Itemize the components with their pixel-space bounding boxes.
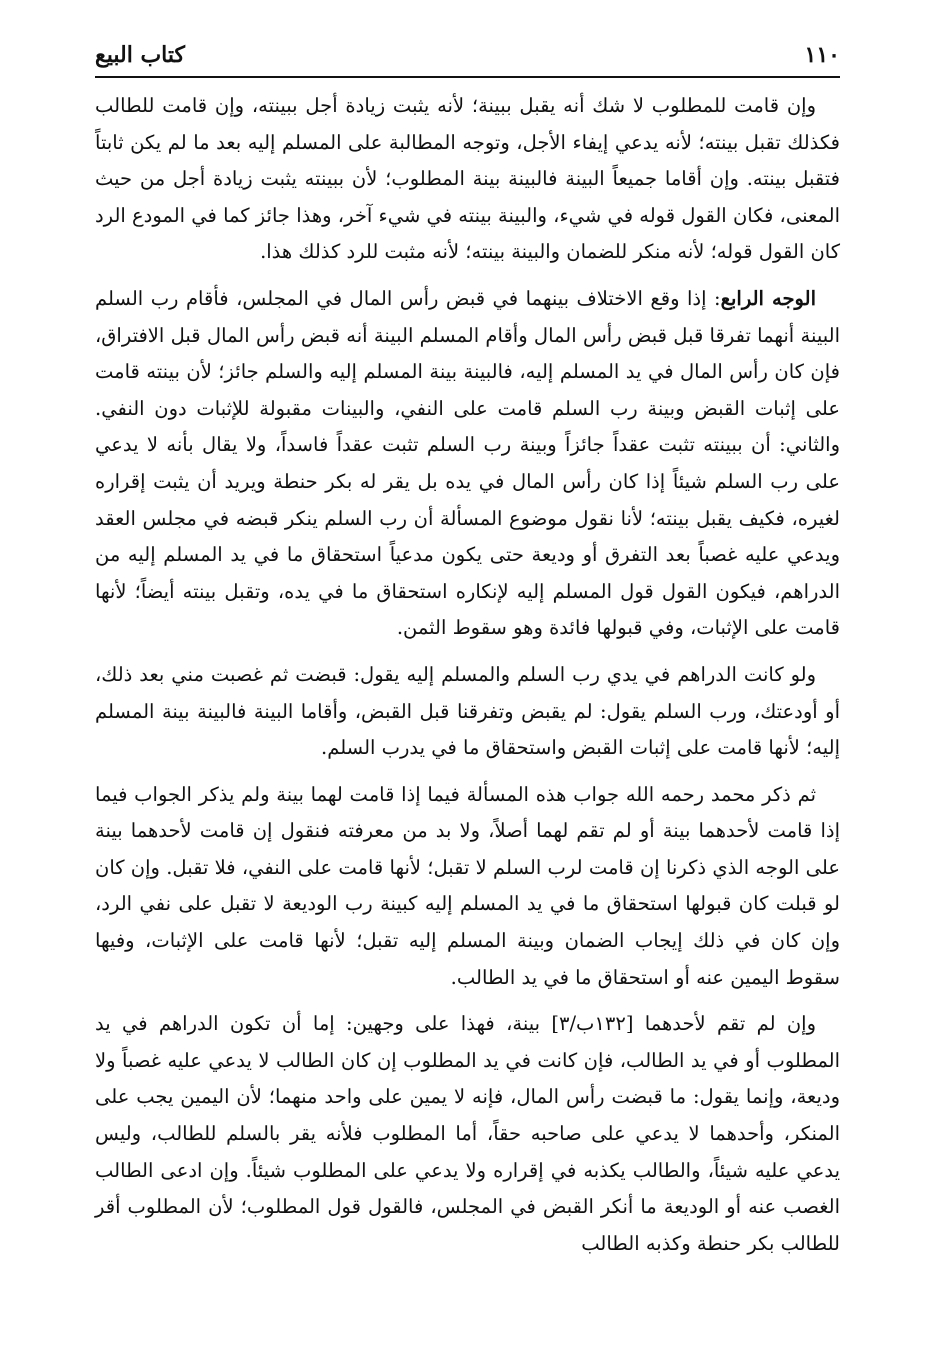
paragraph <box>95 1006 840 1262</box>
paragraph <box>95 281 840 647</box>
section-heading: الوجه الرابع <box>720 286 816 310</box>
page-body <box>95 88 840 1262</box>
header-rule <box>95 76 840 78</box>
paragraph <box>95 657 840 767</box>
paragraph <box>95 777 840 997</box>
page-number: ١١٠ <box>804 42 840 68</box>
running-title: كتاب البيع <box>95 42 185 68</box>
paragraph-text: : إذا وقع الاختلاف بينهما في قبض رأس المال في المجلس، فأقام رب السلم البينة أنهما تفرقا قبل قبض رأس المال وأقام المسلم البينة أنه قبض رأس المال قبل الافتراق، فإن كان رأس المال في يد المسلم إليه، فالبينة بينة المسلم إليه والسلم جائز؛ لأن بينته قامت على إثبات القبض وبينة رب السلم قامت على النفي، والبينات مقبولة للإثبات دون النفي. والثاني: أن ببينته تثبت عقداً جائزاً وبينة رب السلم تثبت عقداً فاسداً، ولا يقال بأنه لا يدعي على رب السلم شيئاً إذا كان رأس المال في يده بل يقر له بكر حنطة ويريد أن يثبت إقراره لغيره، فكيف يقبل بينته؛ لأنا نقول موضوع المسألة أن رب السلم ينكر قبضه في مجلس العقد ويدعي عليه غصباً بعد التفرق أو وديعة حتى يكون مدعياً استحقاق ما في يد المسلم إليه من الدراهم، فيكون القول قول المسلم إليه لإنكاره استحقاق ما في يده، وتقبل بينته أيضاً؛ لأنها قامت على الإثبات، وفي قبولها فائدة وهو سقوط الثمن. <box>95 286 840 640</box>
paragraph-text: ولو كانت الدراهم في يدي رب السلم والمسلم إليه يقول: قبضت ثم غصبت مني بعد ذلك، أو أودعتك، ورب السلم يقول: لم يقبض وتفرقنا قبل القبض، وأقاما البينة فالبينة بينة المسلم إليه؛ لأنها قامت على إثبات القبض واستحقاق ما في يدرب السلم. <box>95 662 840 760</box>
paragraph-text: ثم ذكر محمد رحمه الله جواب هذه المسألة فيما إذا قامت لهما بينة ولم يذكر الجواب فيما إذا قامت لأحدهما بينة أو لم تقم لهما أصلاً، ولا بد من معرفته فنقول إن قامت لأحدهما بينة على الوجه الذي ذكرنا إن قامت لرب السلم لا تقبل؛ لأنها قامت على النفي، فلا تقبل. وإن كان لو قبلت كان قبولها استحقاق ما في يد المسلم إليه كبينة رب الوديعة لا تقبل على نفي الرد، وإن كان في ذلك إيجاب الضمان وبينة المسلم إليه تقبل؛ لأنها قامت على الإثبات، وفيها سقوط اليمين عنه أو استحقاق ما في يد الطالب. <box>95 782 840 989</box>
paragraph-text: وإن قامت للمطلوب لا شك أنه يقبل ببينة؛ لأنه يثبت زيادة أجل ببينته، وإن قامت للطالب فكذلك تقبل بينته؛ لأنه يدعي إيفاء الأجل، وتوجه المطالبة على المسلم إليه بعد ما لم يكن ثابتاً فتقبل بينته. وإن أقاما جميعاً البينة فالبينة بينة المطلوب؛ لأن ببينته يثبت زيادة أجل من حيث المعنى، فكان القول قوله في شيء، والبينة بينته في شيء آخر، وهذا جائز كما في المودع الرد كان القول قوله؛ لأنه منكر للضمان والبينة بينته؛ لأنه مثبت للرد كذلك هذا. <box>95 94 840 264</box>
paragraph-text: وإن لم تقم لأحدهما [١٣٢ب/٣] بينة، فهذا على وجهين: إما أن تكون الدراهم في يد المطلوب أو في يد الطالب، فإن كانت في يد المطلوب إن كان الطالب لا يدعي عليه غصباً ولا وديعة، وإنما يقول: ما قبضت رأس المال، فإنه لا يمين على واحد منهما؛ لأن اليمين يجب على المنكر، وأحدهما لا يدعي على صاحبه حقاً، أما المطلوب فلأنه يقر بالسلم للطالب، وليس يدعي عليه شيئاً، والطالب يكذبه في إقراره ولا يدعي على المطلوب شيئاً. وإن ادعى الطالب الغصب عنه أو الوديعة ما أنكر القبض في المجلس، فالقول قول المطلوب؛ لأن المطلوب أقر للطالب بكر حنطة وكذبه الطالب <box>95 1012 840 1255</box>
paragraph <box>95 88 840 271</box>
page-header <box>95 42 840 76</box>
